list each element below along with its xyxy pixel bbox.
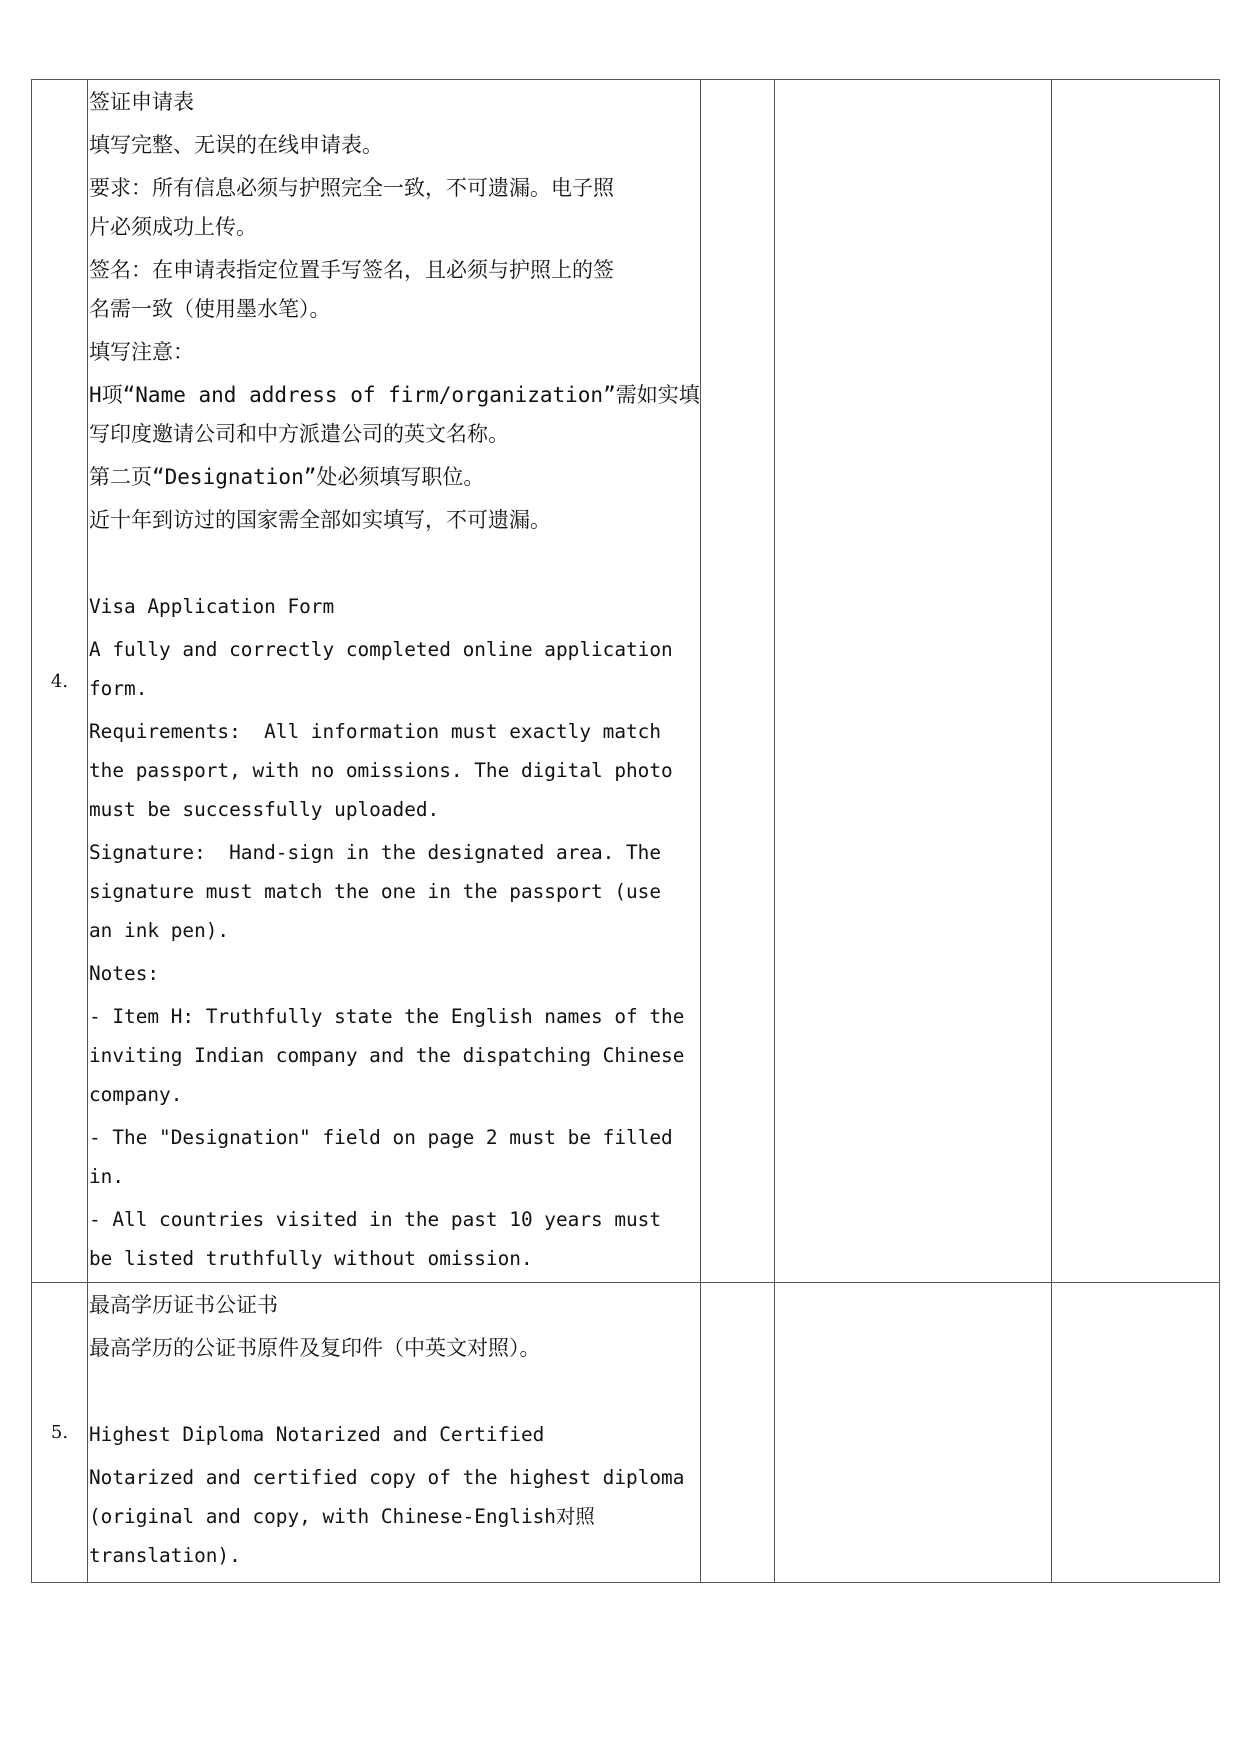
paragraph [89,1118,700,1196]
text-line: be listed truthfully without omission. [89,1247,533,1270]
text-line: 近十年到访过的国家需全部如实填写，不可遗漏。 [89,508,551,532]
text-line: - The "Designation" field on page 2 must be filled [89,1126,673,1149]
paragraph [89,501,700,540]
text-line: 最高学历的公证书原件及复印件（中英文对照）。 [89,1336,541,1360]
paragraph [89,333,700,372]
text-line: 第二页“Designation”处必须填写职位。 [89,465,485,489]
paragraph [89,126,700,165]
text-line: A fully and correctly completed online application [89,638,673,661]
text-line: (original and copy, with Chinese-English对照 [89,1505,595,1528]
empty-cell [1051,80,1219,1283]
text-line: translation). [89,1544,241,1567]
spacer [89,544,700,583]
text-line: in. [89,1165,125,1188]
text-line: must be successfully uploaded. [89,798,440,821]
text-line: an ink pen). [89,919,230,942]
paragraph [89,376,700,454]
text-line: form. [89,677,148,700]
text-line: 填写完整、无误的在线申请表。 [89,133,383,157]
paragraph [89,458,700,497]
empty-cell [774,80,1051,1283]
table-row [32,80,1220,1283]
document-requirements-table [31,79,1220,1583]
text-line: 签证申请表 [89,90,194,114]
paragraph [89,997,700,1114]
paragraph [89,1458,700,1575]
spacer [89,1372,700,1411]
paragraph [89,83,700,122]
text-line: 名需一致（使用墨水笔）。 [89,297,331,321]
text-line: - All countries visited in the past 10 years must [89,1208,662,1231]
text-line: 签名：在申请表指定位置手写签名，且必须与护照上的签 [89,258,614,282]
table-row [32,1283,1220,1583]
text-line: signature must match the one in the passport (use [89,880,662,903]
text-line: Notes: [89,962,160,985]
paragraph [89,587,700,626]
text-line: Visa Application Form [89,595,335,618]
paragraph [89,712,700,829]
text-line: company. [89,1083,183,1106]
paragraph [89,1415,700,1454]
empty-cell [700,1283,774,1583]
text-line: 片必须成功上传。 [89,215,257,239]
text-line: Notarized and certified copy of the highest diploma [89,1466,685,1489]
item-description [88,80,701,1283]
text-line: inviting Indian company and the dispatching Chinese [89,1044,685,1067]
item-number: 4. [32,80,88,1283]
item-number: 5. [32,1283,88,1583]
text-line: 填写注意： [89,340,194,364]
empty-cell [1051,1283,1219,1583]
paragraph [89,251,700,329]
paragraph [89,1329,700,1368]
paragraph [89,833,700,950]
paragraph [89,1200,700,1278]
paragraph [89,630,700,708]
text-line: 最高学历证书公证书 [89,1293,278,1317]
text-line: 写印度邀请公司和中方派遣公司的英文名称。 [89,422,509,446]
paragraph [89,169,700,247]
text-line: the passport, with no omissions. The digital photo [89,759,673,782]
text-line: 要求：所有信息必须与护照完全一致，不可遗漏。电子照 [89,176,614,200]
paragraph [89,1286,700,1325]
item-description [88,1283,701,1583]
text-line: H项“Name and address of firm/organization”需如实填 [89,383,700,407]
paragraph [89,954,700,993]
empty-cell [700,80,774,1283]
text-line: Highest Diploma Notarized and Certified [89,1423,545,1446]
empty-cell [774,1283,1051,1583]
text-line: Requirements: All information must exactly match [89,720,662,743]
text-line: Signature: Hand-sign in the designated area. The [89,841,662,864]
text-line: - Item H: Truthfully state the English names of the [89,1005,685,1028]
